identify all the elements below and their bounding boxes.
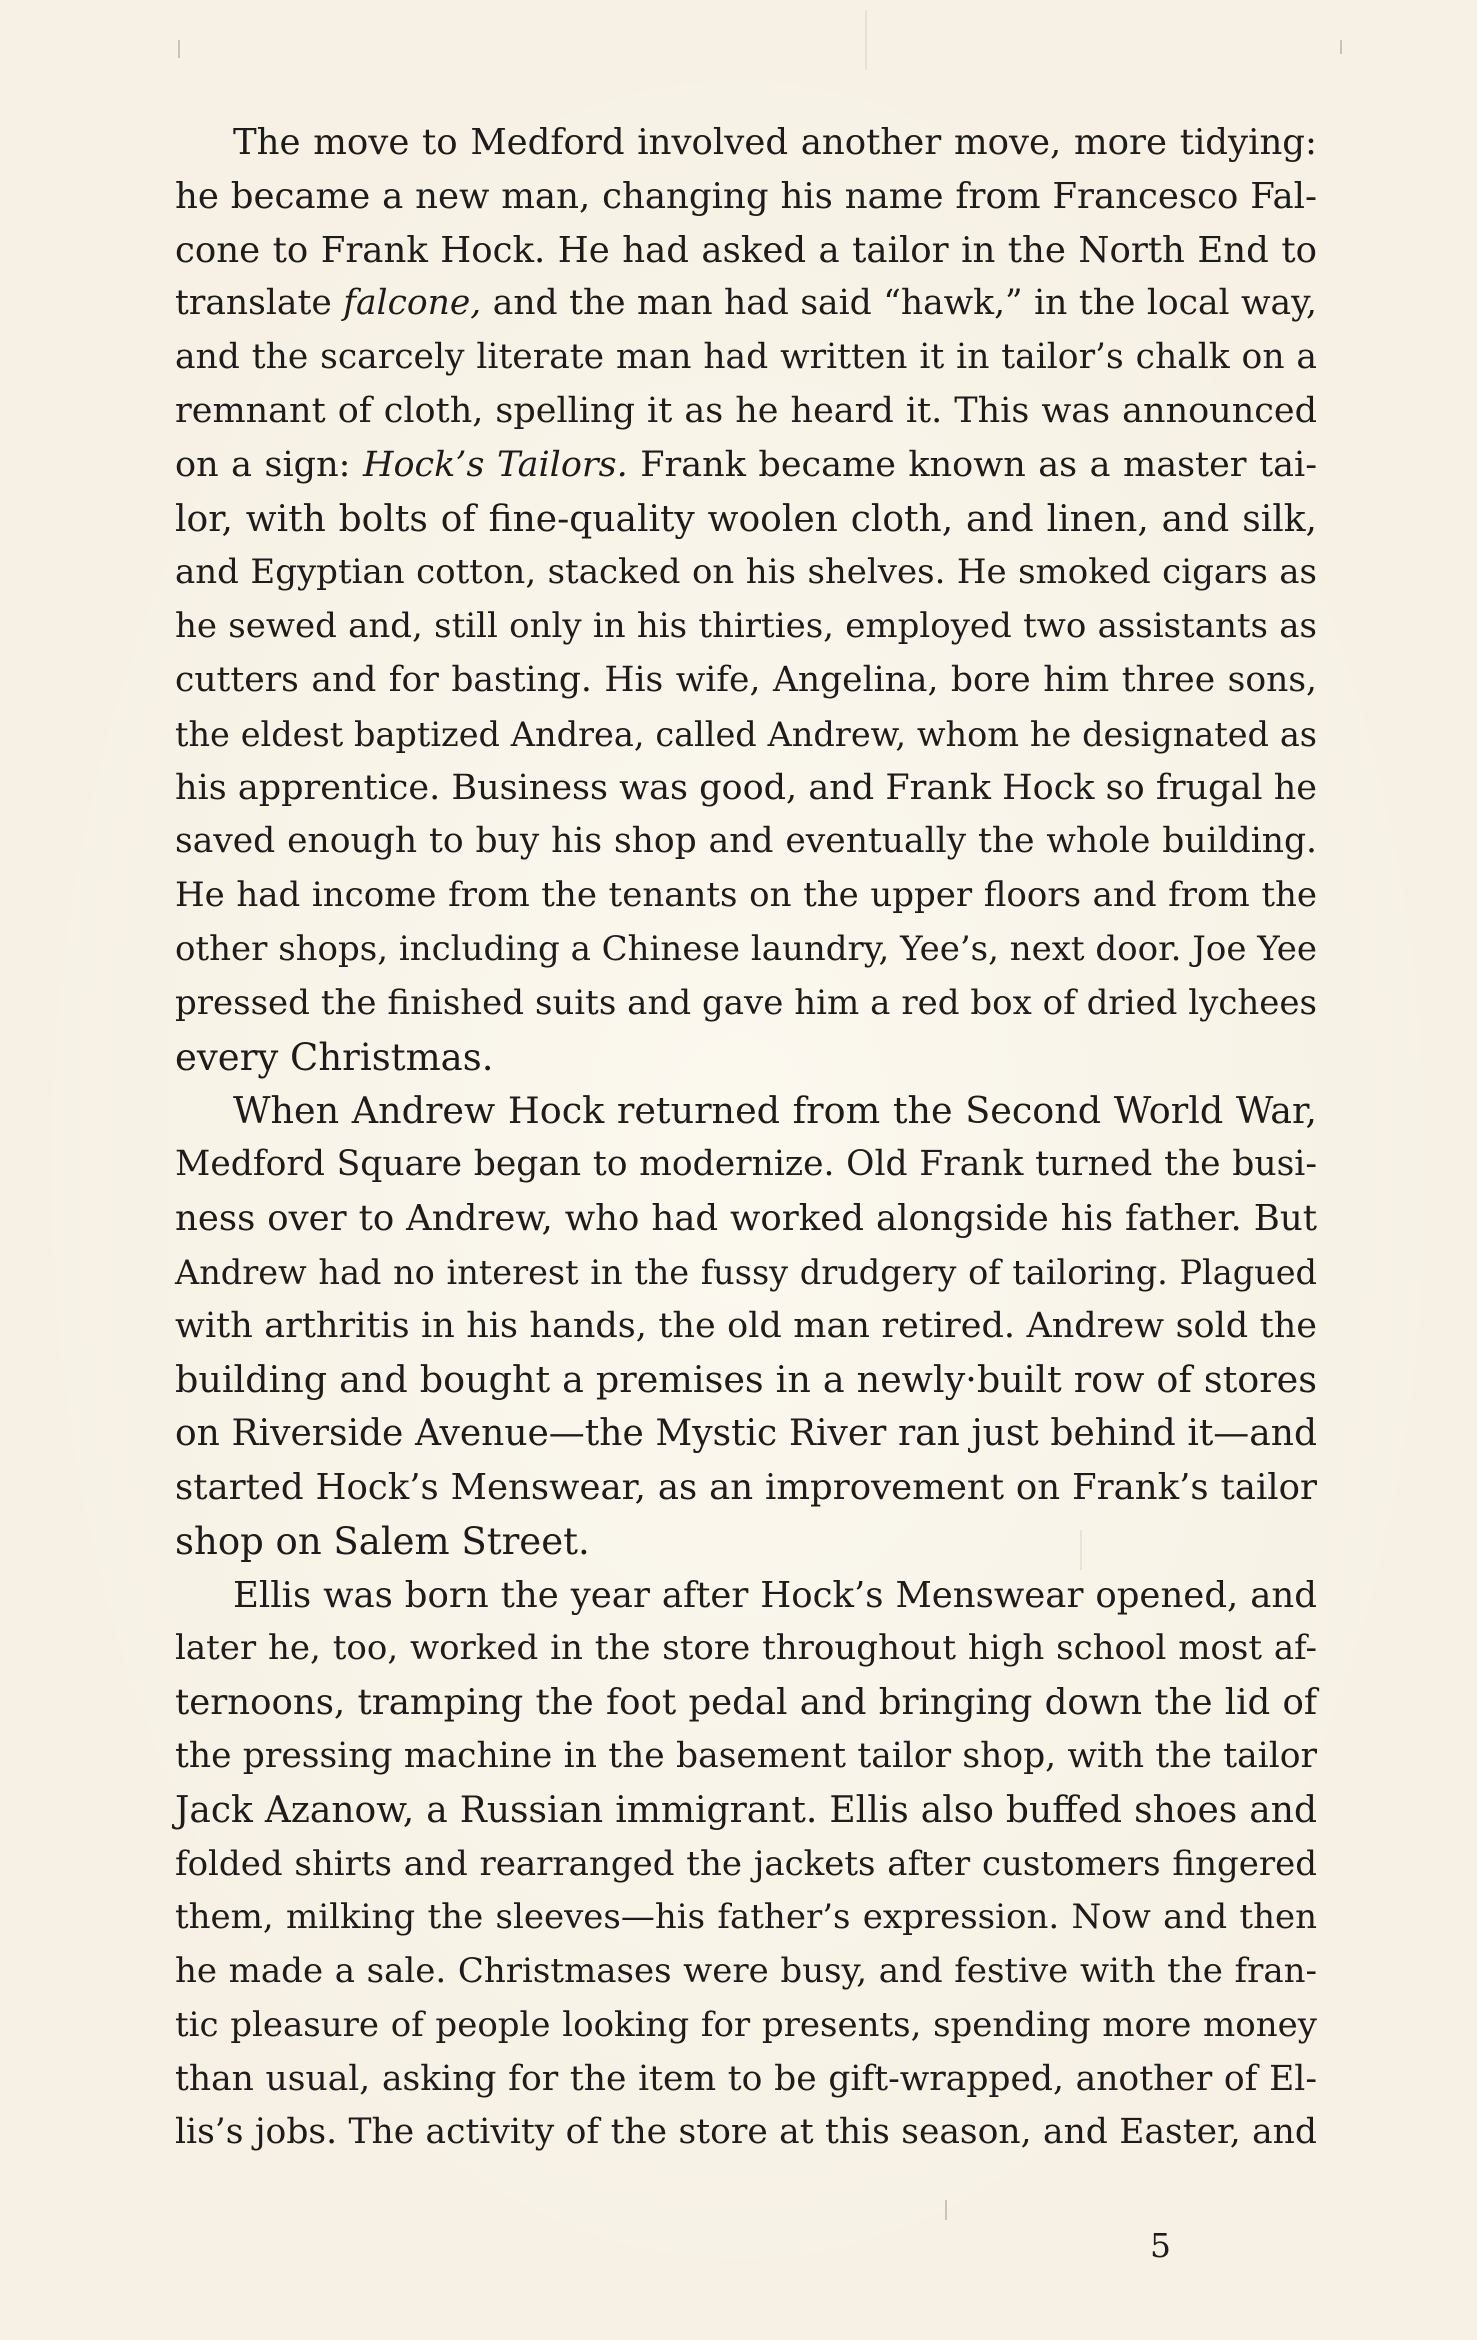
paragraph-2	[117, 1084, 1317, 1568]
text-line: the eldest baptized Andrea, called Andrew, whom he designated as	[175, 714, 1317, 754]
text-line: on Riverside Avenue—the Mystic River ran just behind it—and	[175, 1413, 1317, 1455]
text-line: cutters and for basting. His wife, Angelina, bore him three sons,	[175, 659, 1317, 700]
italic-phrase: falcone,	[343, 283, 482, 324]
text-line: folded shirts and rearranged the jackets after customers fingered	[175, 1843, 1317, 1884]
paragraph-3	[117, 1569, 1317, 2161]
text-line: other shops, including a Chinese laundry, Yee’s, next door. Joe Yee	[175, 928, 1317, 969]
text-line: and the scarcely literate man had written it in tailor’s chalk on a	[175, 337, 1317, 378]
text-line: ness over to Andrew, who had worked alongside his father. But	[175, 1197, 1317, 1239]
text-line: building and bought a premises in a newly·built row of stores	[175, 1358, 1317, 1402]
text-line: cone to Frank Hock. He had asked a tailor in the North End to	[175, 229, 1317, 271]
text-line: and Egyptian cotton, stacked on his shelves. He smoked cigars as	[175, 552, 1317, 593]
text-line: When Andrew Hock returned from the Second World War,	[233, 1089, 1317, 1133]
text-line: translate falcone, and the man had said “hawk,” in the local way,	[175, 283, 1317, 324]
text-line: with arthritis in his hands, the old man retired. Andrew sold the	[175, 1305, 1317, 1346]
text-line: them, milking the sleeves—his father’s expression. Now and then	[175, 1897, 1317, 1938]
page-number: 5	[1150, 2226, 1171, 2265]
text-line: lis’s jobs. The activity of the store at this season, and Easter, and	[175, 2112, 1317, 2153]
text-line: shop on Salem Street.	[175, 1519, 590, 1563]
text-line: than usual, asking for the item to be gift-wrapped, another of El-	[175, 2058, 1317, 2099]
text-line: later he, too, worked in the store throughout high school most af-	[175, 1628, 1317, 1669]
text-line: tic pleasure of people looking for presents, spending more money	[175, 2004, 1317, 2045]
text-line: he made a sale. Christmases were busy, and festive with the fran-	[175, 1951, 1317, 1992]
text-line: the pressing machine in the basement tailor shop, with the tailor	[175, 1735, 1317, 1776]
text-line: lor, with bolts of fine-quality woolen cloth, and linen, and silk,	[175, 498, 1317, 540]
text-line: Jack Azanow, a Russian immigrant. Ellis also buffed shoes and	[175, 1789, 1317, 1831]
text-line: pressed the finished suits and gave him a red box of dried lychees	[175, 982, 1317, 1023]
text-line: The move to Medford involved another move, more tidying:	[233, 122, 1317, 163]
text-line: every Christmas.	[175, 1035, 494, 1079]
text-line: He had income from the tenants on the upper floors and from the	[175, 875, 1317, 916]
text-line: he became a new man, changing his name from Francesco Fal-	[175, 175, 1317, 217]
text-line: ternoons, tramping the foot pedal and bringing down the lid of	[175, 1682, 1317, 1724]
text-line: Medford Square began to modernize. Old Frank turned the busi-	[175, 1144, 1317, 1185]
text-line: saved enough to buy his shop and eventually the whole building.	[175, 821, 1317, 862]
paragraph-1	[117, 116, 1317, 1084]
body-text	[117, 116, 1317, 2160]
text-line: his apprentice. Business was good, and Frank Hock so frugal he	[175, 767, 1317, 808]
text-line: started Hock’s Menswear, as an improvement on Frank’s tailor	[175, 1466, 1317, 1508]
text-line: on a sign: Hock’s Tailors. Frank became known as a master tai-	[175, 444, 1318, 485]
text-line: Ellis was born the year after Hock’s Menswear opened, and	[233, 1574, 1317, 1616]
text-line: remnant of cloth, spelling it as he heard it. This was announced	[175, 390, 1317, 431]
text-line: he sewed and, still only in his thirties, employed two assistants as	[175, 606, 1317, 647]
text-line: Andrew had no interest in the fussy drudgery of tailoring. Plagued	[175, 1252, 1317, 1292]
italic-phrase: Hock’s Tailors.	[362, 444, 628, 485]
